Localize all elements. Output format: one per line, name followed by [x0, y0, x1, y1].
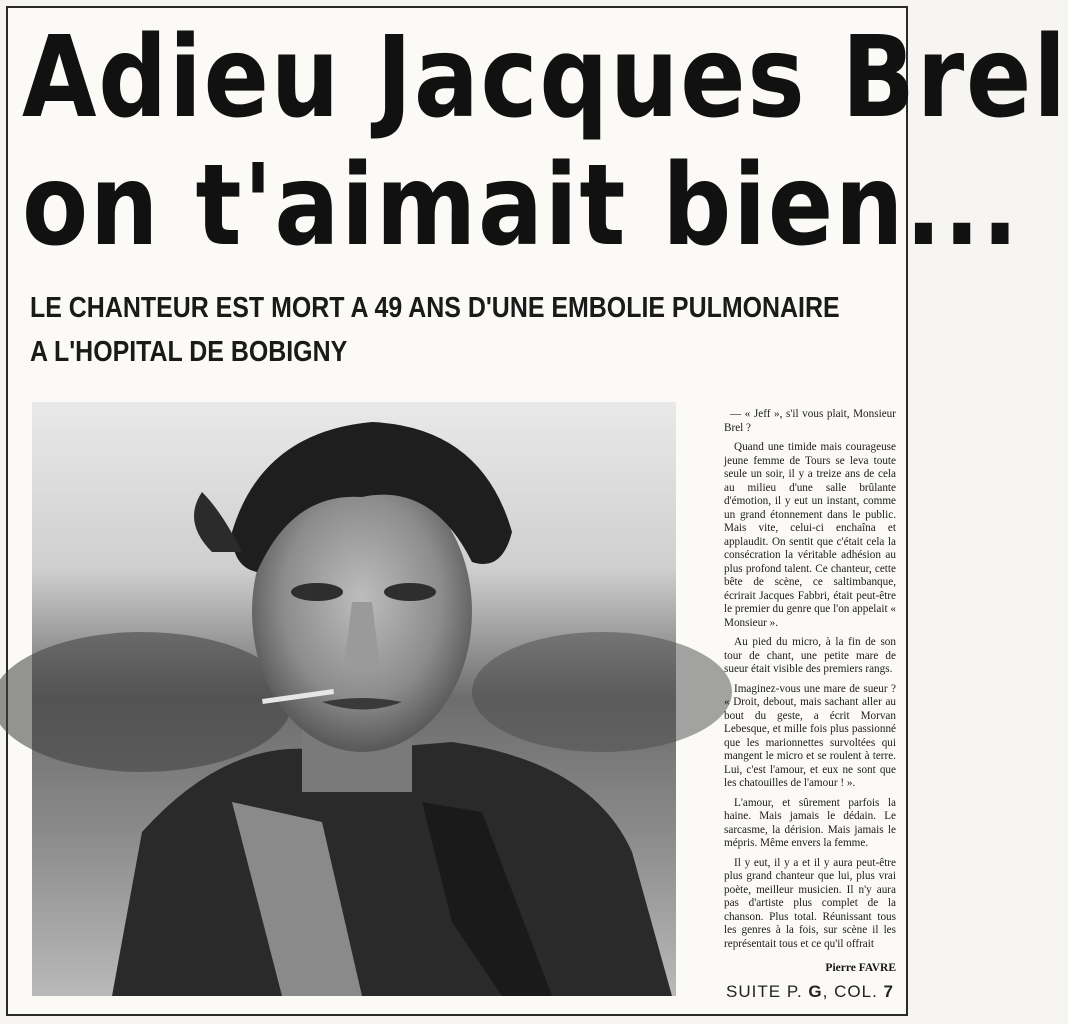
continuation-page: G	[808, 982, 823, 1001]
headline	[22, 13, 1068, 271]
article-paragraph: Au pied du micro, à la fin de son tour de chant, une petite mare de sueur était visible des premiers rangs.	[724, 636, 896, 675]
subheadline-line-1: LE CHANTEUR EST MORT A 49 ANS D'UNE EMBOLIE PULMONAIRE	[30, 292, 840, 324]
portrait-photo	[32, 402, 676, 996]
portrait-photo-image	[32, 402, 676, 996]
article-paragraph: — « Jeff », s'il vous plait, Monsieur Brel ?	[724, 408, 896, 434]
article-paragraph: Il y eut, il y a et il y aura peut-être plus grand chanteur que lui, plus vrai poète, meilleur musicien. Il n'y aura pas d'artiste plus complet de la chanson. Plus total. Réunissant tous les genres à la fois, sur scène il les représentait tous et ce qu'il offrait	[724, 856, 896, 950]
continuation-prefix: SUITE P.	[726, 982, 803, 1001]
headline-line-2: on t'aimait bien...	[22, 141, 1021, 271]
headline-line-1: Adieu Jacques Brel	[22, 13, 1068, 143]
continuation-col-label: COL.	[834, 982, 878, 1001]
subheadline	[30, 286, 840, 374]
author-byline: Pierre FAVRE	[825, 962, 896, 974]
article-paragraph: Imaginez-vous une mare de sueur ? « Droit, debout, mais sachant aller au bout du geste, a écrit Morvan Lebesque, et mille fois plus passionné que les marionnettes survoltées qui mangent le micro et se roulent à terre. Lui, c'est l'amour, et eux ne sont que les chatouilles de l'amour ! ».	[724, 682, 896, 789]
article-paragraph: L'amour, et sûrement parfois la haine. Mais jamais le dédain. Le sarcasme, la dérision. Mais jamais le mépris. Même envers la femme.	[724, 796, 896, 849]
continuation-note: SUITE P. G, COL. 7	[726, 982, 894, 1001]
article-body	[724, 408, 896, 957]
article-paragraph: Quand une timide mais courageuse jeune femme de Tours se leva toute seule un soir, il y a treize ans de cela au milieu d'une salle brûlante d'émotion, il y eut un instant, comme un grand étonnement dans le public. Mais vite, celui-ci enchaîna et applaudit. On sentit que c'était cela la consécration la véritable adhésion au plus profond talent. Ce chanteur, cette bête de scène, ce saltimbanque, écrirait Jacques Fabbri, était peut-être le premier du genre que l'on appelait « Monsieur ».	[724, 441, 896, 629]
continuation-column: 7	[883, 982, 894, 1001]
subheadline-line-2: A L'HOPITAL DE BOBIGNY	[30, 336, 348, 368]
